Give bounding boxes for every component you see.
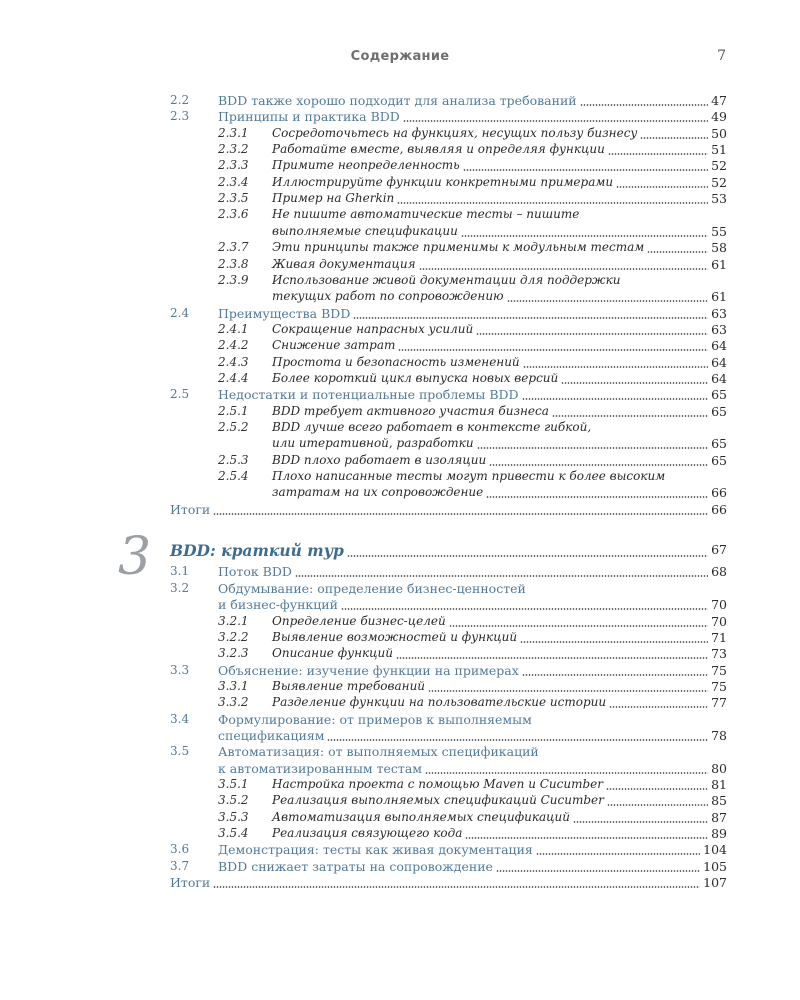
dot-leader xyxy=(476,333,708,335)
section-number: 3.2.2 xyxy=(218,629,249,644)
toc-entry[interactable] xyxy=(0,727,800,744)
dot-leader xyxy=(647,251,708,253)
entry-title: Недостатки и потенциальные проблемы BDD xyxy=(218,387,519,403)
toc-entry[interactable] xyxy=(0,190,800,207)
entry-title: BDD плохо работает в изоляции xyxy=(272,452,487,467)
entry-title: Работайте вместе, выявляя и определяя функции xyxy=(272,142,605,157)
page-number: 65 xyxy=(711,452,727,468)
entry-title: Примите неопределенность xyxy=(272,158,460,173)
entry-title: Демонстрация: тесты как живая документация xyxy=(218,842,533,858)
section-number: 2.4.4 xyxy=(218,370,249,385)
toc-entry[interactable] xyxy=(0,223,800,240)
section-number: 2.4.2 xyxy=(218,338,249,353)
dot-leader xyxy=(507,300,708,302)
section-number: 3.5 xyxy=(170,744,190,759)
entry-title: Разделение функции на пользовательские истории xyxy=(272,695,607,710)
page-number: 52 xyxy=(711,174,727,190)
dot-leader xyxy=(496,870,700,872)
toc-entry[interactable] xyxy=(0,694,800,711)
toc-entry[interactable] xyxy=(0,435,800,452)
toc-entry[interactable] xyxy=(0,206,800,223)
dot-leader xyxy=(398,349,708,351)
section-number: 2.5.3 xyxy=(218,452,249,467)
toc-entry[interactable] xyxy=(0,596,800,613)
entry-title: выполняемые спецификации xyxy=(272,223,458,238)
page-number: 68 xyxy=(711,564,727,580)
section-number: 2.3 xyxy=(170,109,190,124)
toc-entry[interactable] xyxy=(0,452,800,469)
page-number: 61 xyxy=(711,289,727,305)
page-number: 75 xyxy=(711,678,727,694)
toc-entry[interactable] xyxy=(0,760,800,777)
entry-title: BDD также хорошо подходит для анализа требований xyxy=(218,93,577,108)
entry-title: Живая документация xyxy=(272,256,416,271)
page-number: 85 xyxy=(711,793,727,809)
page-number: 65 xyxy=(711,403,727,419)
dot-leader xyxy=(353,317,708,319)
dot-leader xyxy=(552,415,708,417)
dot-leader xyxy=(523,366,708,368)
section-number: 3.2.1 xyxy=(218,613,249,628)
dot-leader xyxy=(465,837,708,839)
entry-title: Выявление требований xyxy=(272,678,426,693)
section-number: 2.5.1 xyxy=(218,403,249,418)
entry-title: Выявление возможностей и функций xyxy=(272,629,518,644)
toc-entry[interactable] xyxy=(0,108,800,125)
entry-title: BDD лучше всего работает в контексте гибкой, xyxy=(272,420,592,434)
toc-entry[interactable] xyxy=(0,743,800,760)
toc-entry[interactable] xyxy=(0,874,800,891)
entry-title: BDD снижает затраты на сопровождение xyxy=(218,858,493,874)
section-number: 3.5.1 xyxy=(218,777,249,791)
dot-leader xyxy=(522,398,709,400)
section-number: 2.3.1 xyxy=(218,125,249,140)
entry-title: Реализация связующего кода xyxy=(272,826,463,841)
toc-entry[interactable] xyxy=(0,580,800,597)
section-number: 2.4 xyxy=(170,305,190,320)
page-number: 67 xyxy=(711,542,727,558)
page-number: 55 xyxy=(711,223,727,239)
toc-entry[interactable] xyxy=(0,272,800,289)
dot-leader xyxy=(520,641,708,643)
entry-title: Автоматизация выполняемых спецификаций xyxy=(272,809,570,824)
entry-title: Настройка проекта с помощью Maven и Cucumber xyxy=(272,777,603,791)
entry-title: Итоги xyxy=(170,875,211,891)
page-number: 107 xyxy=(703,875,727,891)
entry-title: Объяснение: изучение функции на примерах xyxy=(218,662,519,678)
section-number: 2.3.9 xyxy=(218,272,249,287)
section-number: 2.3.2 xyxy=(218,142,249,157)
section-number: 3.7 xyxy=(170,858,190,873)
chapter-number-large: 3 xyxy=(118,527,152,587)
page-number: 65 xyxy=(711,436,727,452)
entry-title: Пример на Gherkin xyxy=(272,191,395,206)
entry-title: Итоги xyxy=(170,501,211,517)
section-number: 2.3.5 xyxy=(218,191,249,206)
toc-entry[interactable] xyxy=(0,256,800,273)
toc-entry[interactable] xyxy=(0,354,800,371)
page-number: 58 xyxy=(711,240,727,256)
section-number: 2.3.3 xyxy=(218,158,249,173)
page-number: 104 xyxy=(703,842,727,858)
entry-title: текущих работ по сопровождению xyxy=(272,289,504,304)
entry-title: затратам на их сопровождение xyxy=(272,485,484,500)
toc-entry[interactable] xyxy=(0,484,800,501)
toc-entry[interactable] xyxy=(0,792,800,809)
page-number: 63 xyxy=(711,305,727,321)
entry-title: BDD требует активного участия бизнеса xyxy=(272,403,549,418)
dot-leader xyxy=(403,120,708,122)
dot-leader xyxy=(609,706,708,708)
running-head-title: Содержание xyxy=(350,49,450,64)
entry-title: к автоматизированным тестам xyxy=(218,760,423,776)
toc-entry[interactable] xyxy=(0,563,800,580)
section-number: 3.5.3 xyxy=(218,809,249,824)
entry-title: Не пишите автоматические тесты – пишите xyxy=(272,207,580,222)
dot-leader xyxy=(463,169,708,171)
toc-entry[interactable] xyxy=(0,337,800,354)
section-number: 2.3.7 xyxy=(218,240,249,255)
dot-leader xyxy=(477,447,709,449)
toc-entry[interactable] xyxy=(0,613,800,630)
page-number: 70 xyxy=(711,597,727,613)
page-number: 65 xyxy=(711,387,727,403)
section-number: 2.3.4 xyxy=(218,174,249,189)
section-number: 3.4 xyxy=(170,711,190,726)
page-number: 47 xyxy=(711,93,727,108)
toc-entry[interactable] xyxy=(0,288,800,305)
dot-leader xyxy=(295,575,708,577)
toc-entry[interactable] xyxy=(0,419,800,436)
dot-leader xyxy=(327,739,708,741)
toc-entry[interactable] xyxy=(0,141,800,158)
entry-title: BDD: краткий тур xyxy=(170,541,344,561)
toc-entry[interactable] xyxy=(0,370,800,387)
dot-leader xyxy=(213,513,708,515)
page-number: 70 xyxy=(711,613,727,629)
entry-title: Иллюстрируйте функции конкретными примерами xyxy=(272,174,614,189)
entry-title: Описание функций xyxy=(272,646,393,661)
page-number: 66 xyxy=(711,485,727,501)
entry-title: Преимущества BDD xyxy=(218,305,351,321)
dot-leader xyxy=(347,555,708,557)
toc-entry[interactable] xyxy=(0,841,800,858)
page-number: 61 xyxy=(711,256,727,272)
entry-title: или итеративной, разработки xyxy=(272,436,474,451)
dot-leader xyxy=(461,235,708,237)
entry-title: Более короткий цикл выпуска новых версий xyxy=(272,370,559,385)
toc-entry[interactable] xyxy=(0,305,800,322)
toc-entry[interactable] xyxy=(0,403,800,420)
running-head-page-number: 7 xyxy=(717,48,726,64)
section-number: 3.3 xyxy=(170,662,190,677)
section-number: 2.5 xyxy=(170,387,190,402)
entry-title: Плохо написанные тесты могут привести к более высоким xyxy=(272,469,666,484)
entry-title: спецификациям xyxy=(218,727,325,743)
toc-entry[interactable] xyxy=(0,92,800,109)
page-number: 53 xyxy=(711,191,727,207)
toc-entry[interactable] xyxy=(0,157,800,174)
dot-leader xyxy=(522,674,708,676)
page-number: 87 xyxy=(711,809,727,825)
dot-leader xyxy=(449,625,708,627)
page-number: 71 xyxy=(711,629,727,645)
dot-leader xyxy=(213,886,700,888)
page-number: 80 xyxy=(711,760,727,776)
toc-entry[interactable] xyxy=(0,239,800,256)
page-number: 81 xyxy=(711,777,727,792)
page-number: 78 xyxy=(711,727,727,743)
section-number: 2.3.6 xyxy=(218,207,249,222)
dot-leader xyxy=(425,772,708,774)
dot-leader xyxy=(608,153,708,155)
toc-entry[interactable] xyxy=(0,125,800,142)
page-number: 73 xyxy=(711,646,727,662)
section-number: 3.6 xyxy=(170,842,190,857)
section-number: 2.2 xyxy=(170,93,190,107)
entry-title: Обдумывание: определение бизнес-ценностей xyxy=(218,580,526,596)
section-number: 2.5.4 xyxy=(218,469,249,484)
toc-entry[interactable] xyxy=(0,711,800,728)
page-number: 50 xyxy=(711,125,727,141)
dot-leader xyxy=(419,268,708,270)
toc-entry[interactable] xyxy=(0,809,800,826)
toc-entry[interactable] xyxy=(0,501,800,518)
page-number: 64 xyxy=(711,338,727,354)
dot-leader xyxy=(536,853,700,855)
dot-leader xyxy=(489,464,708,466)
dot-leader xyxy=(428,690,708,692)
page-number: 51 xyxy=(711,142,727,158)
dot-leader xyxy=(396,657,708,659)
entry-title: Снижение затрат xyxy=(272,338,396,353)
page-number: 63 xyxy=(711,321,727,337)
section-number: 3.3.1 xyxy=(218,678,249,693)
toc-entry[interactable] xyxy=(0,645,800,662)
toc-entry[interactable] xyxy=(0,386,800,403)
dot-leader xyxy=(606,788,708,790)
page-number: 105 xyxy=(703,858,727,874)
entry-title: Эти принципы также применимы к модульным тестам xyxy=(272,240,645,255)
page-number: 64 xyxy=(711,370,727,386)
toc-entry[interactable] xyxy=(0,662,800,679)
toc-entry[interactable] xyxy=(0,321,800,338)
page-number: 52 xyxy=(711,158,727,174)
toc-entry[interactable] xyxy=(0,678,800,695)
section-number: 2.5.2 xyxy=(218,420,249,434)
page-number: 66 xyxy=(711,501,727,517)
dot-leader xyxy=(640,137,708,139)
page-number: 89 xyxy=(711,826,727,842)
entry-title: Поток BDD xyxy=(218,564,292,580)
section-number: 2.4.1 xyxy=(218,321,249,336)
section-number: 2.4.3 xyxy=(218,354,249,369)
dot-leader xyxy=(397,202,708,204)
entry-title: и бизнес-функций xyxy=(218,597,338,613)
dot-leader xyxy=(607,804,708,806)
entry-title: Сосредоточьтесь на функциях, несущих пользу бизнесу xyxy=(272,125,638,140)
toc-entry[interactable] xyxy=(0,858,800,875)
section-number: 3.5.2 xyxy=(218,793,249,808)
entry-title: Использование живой документации для поддержки xyxy=(272,272,621,287)
chapter-title-row[interactable] xyxy=(0,541,800,561)
dot-leader xyxy=(486,496,708,498)
section-number: 3.1 xyxy=(170,564,190,579)
section-number: 3.3.2 xyxy=(218,695,249,710)
toc-entry[interactable] xyxy=(0,468,800,485)
section-number: 3.5.4 xyxy=(218,826,249,841)
toc-entry[interactable] xyxy=(0,825,800,842)
section-number: 3.2.3 xyxy=(218,646,249,661)
page-number: 49 xyxy=(711,109,727,125)
dot-leader xyxy=(561,382,708,384)
page-number: 64 xyxy=(711,354,727,370)
entry-title: Определение бизнес-целей xyxy=(272,613,446,628)
entry-title: Сокращение напрасных усилий xyxy=(272,321,474,336)
entry-title: Автоматизация: от выполняемых спецификаций xyxy=(218,744,539,760)
entry-title: Принципы и практика BDD xyxy=(218,109,400,125)
section-number: 2.3.8 xyxy=(218,256,249,271)
toc-entry[interactable] xyxy=(0,776,800,793)
toc-entry[interactable] xyxy=(0,629,800,646)
entry-title: Формулирование: от примеров к выполняемым xyxy=(218,711,532,727)
dot-leader xyxy=(616,186,708,188)
section-number: 3.2 xyxy=(170,580,190,595)
page-number: 77 xyxy=(711,695,727,711)
dot-leader xyxy=(341,608,708,610)
dot-leader xyxy=(573,821,708,823)
toc-entry[interactable] xyxy=(0,174,800,191)
dot-leader xyxy=(580,104,708,106)
entry-title: Простота и безопасность изменений xyxy=(272,354,520,369)
entry-title: Реализация выполняемых спецификаций Cucumber xyxy=(272,793,604,808)
page-number: 75 xyxy=(711,662,727,678)
